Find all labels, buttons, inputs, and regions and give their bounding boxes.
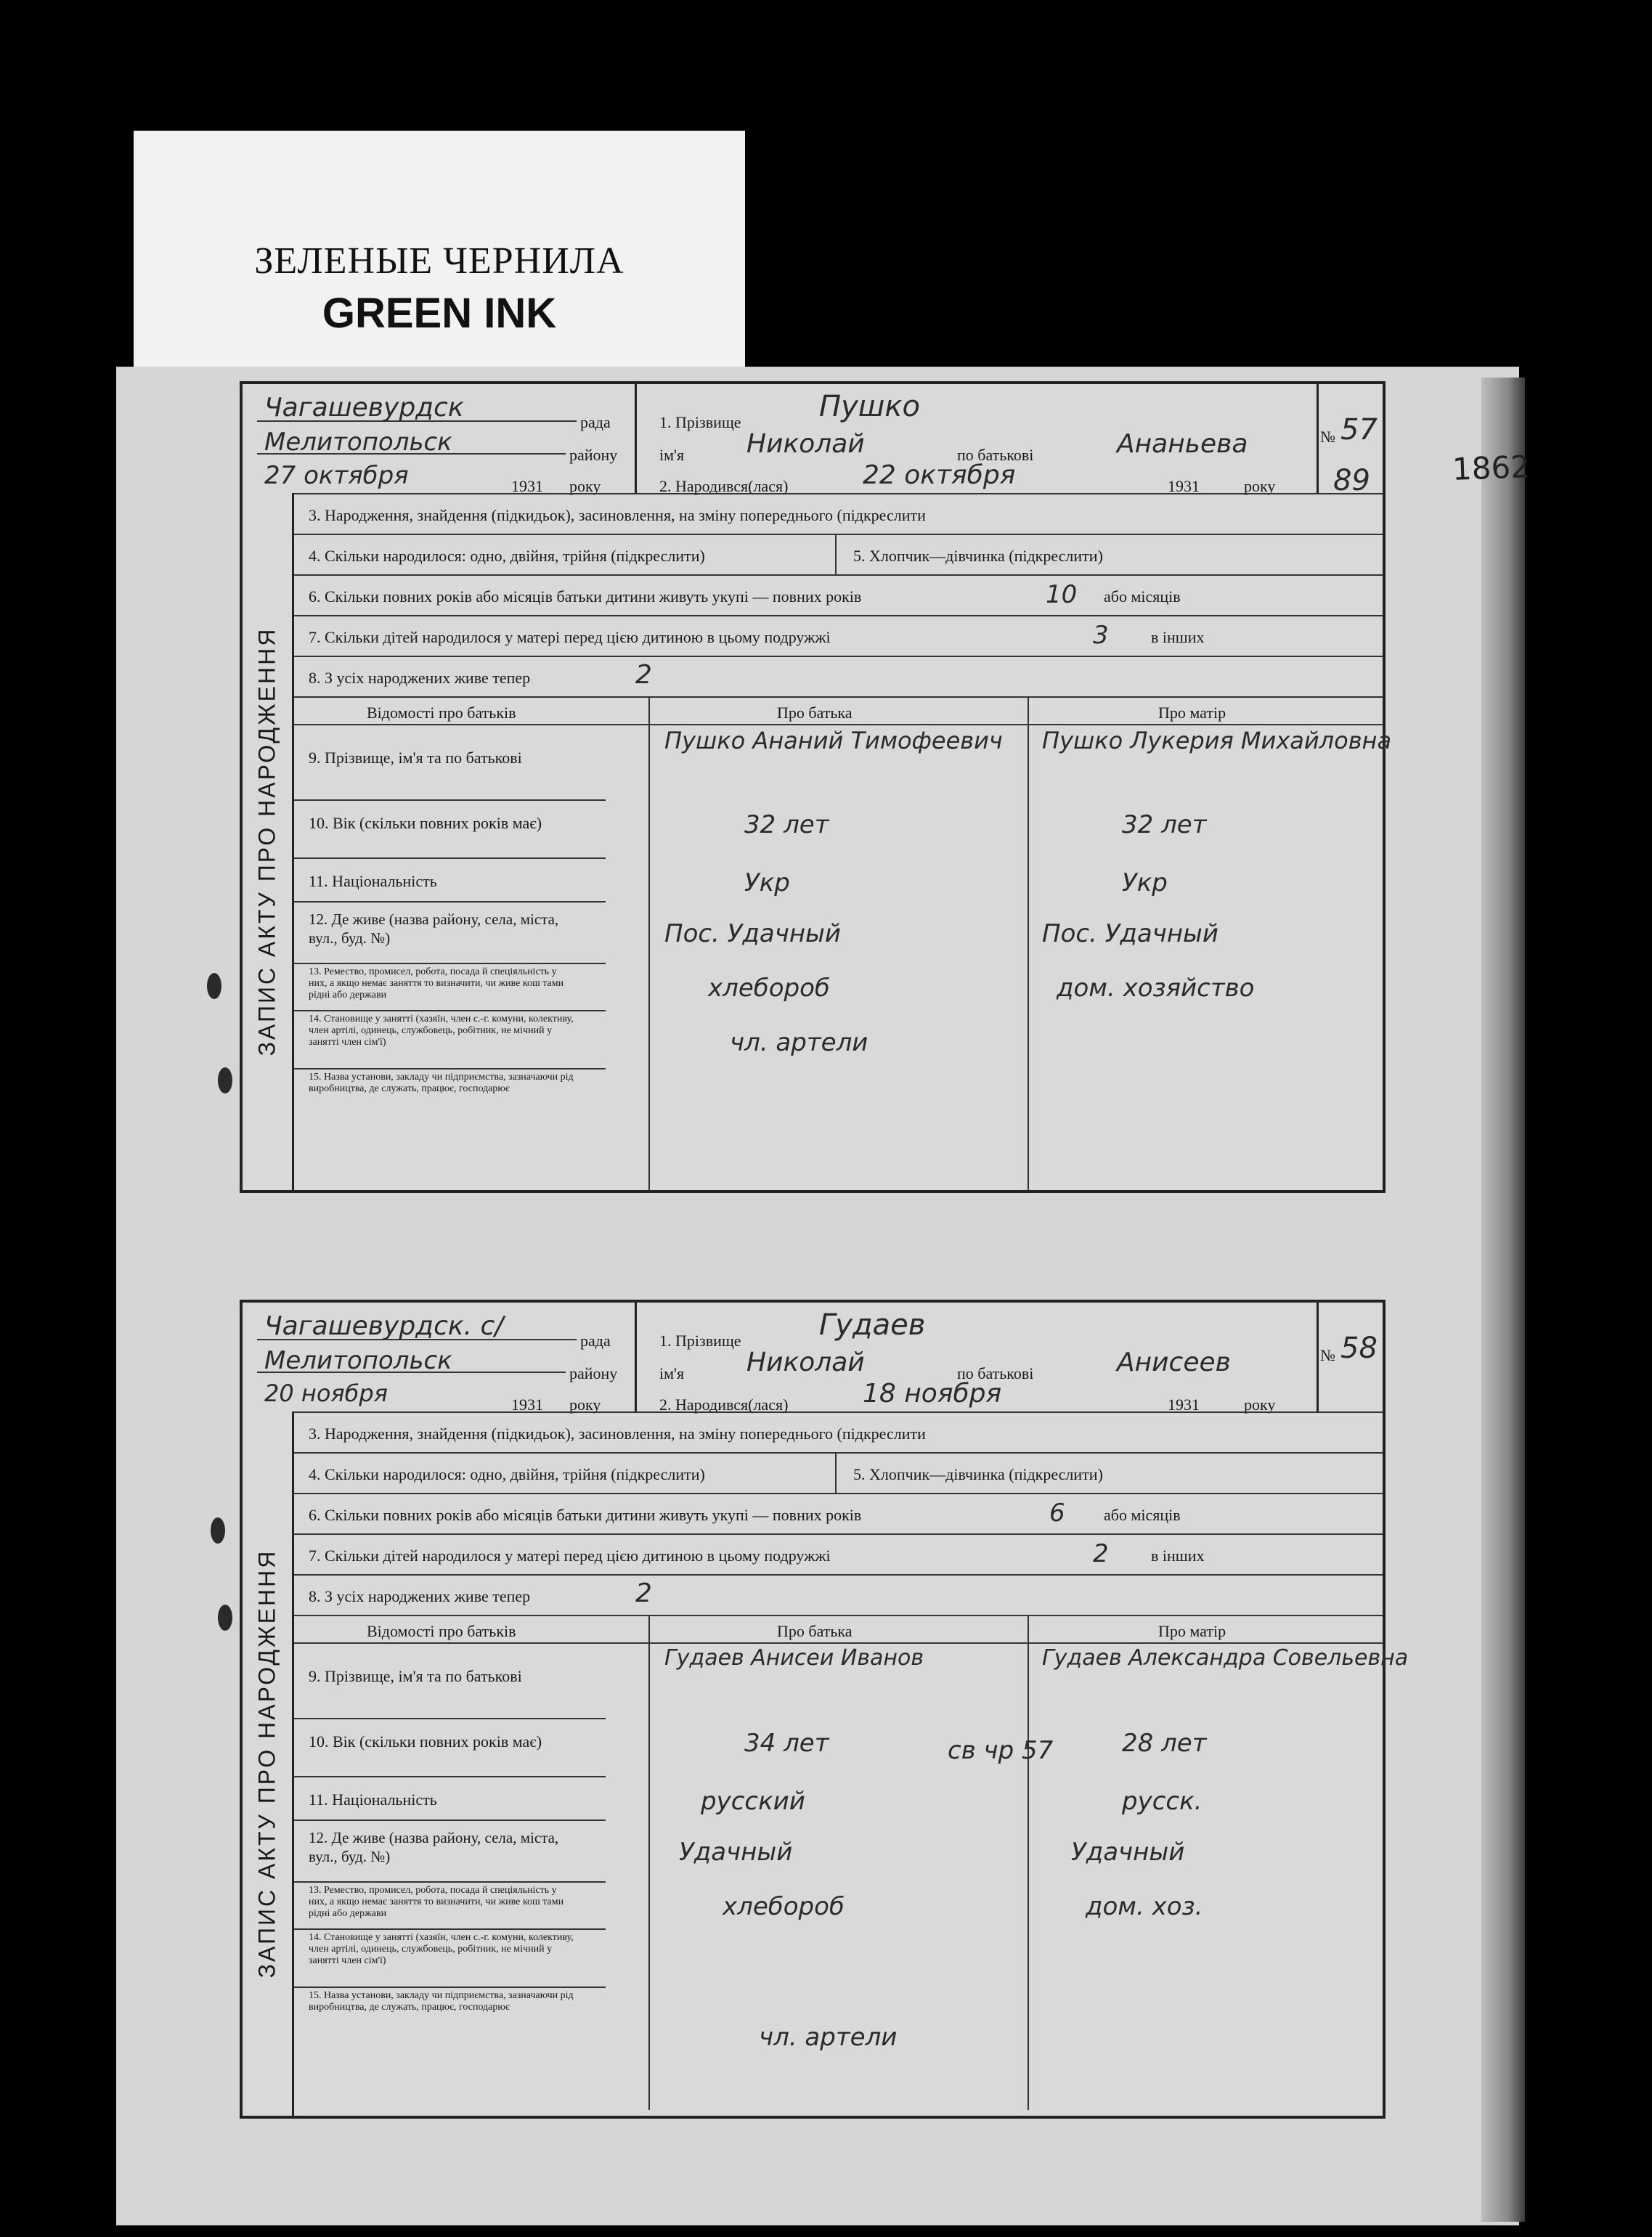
row-4-text: 4. Скільки народилося: одно, двійня, трійня (підкреслити) xyxy=(309,1465,705,1483)
father-name: Гудаев Анисеи Иванов xyxy=(664,1645,924,1671)
row-3-text: 3. Народження, знайдення (підкидьок), засиновлення, на зміну попереднього (підкреслити xyxy=(309,1425,926,1443)
label-number: № xyxy=(1320,428,1335,446)
district-name: Мелитопольск xyxy=(264,1346,452,1375)
row-7-text: 7. Скільки дітей народилося у матері перед цією дитиною в цьому подружжі xyxy=(309,628,831,646)
label-surname: 1. Прізвище xyxy=(659,413,741,431)
record-header-mid xyxy=(638,1303,1319,1414)
label-year: 1931 xyxy=(1168,477,1200,495)
binding-hole xyxy=(207,973,221,999)
row-9-text: 9. Прізвище, ім'я та по батькові xyxy=(309,1667,522,1685)
mother-nationality: русск. xyxy=(1122,1787,1203,1816)
row-6-text: 6. Скільки повних років або місяців батьки дитини живуть укупі — повних років xyxy=(309,587,862,606)
col-info: Відомості про батьків xyxy=(367,704,516,722)
row-8-text: 8. З усіх народжених живе тепер xyxy=(309,669,531,687)
row-5-text: 5. Хлопчик—дівчинка (підкреслити) xyxy=(853,1465,1103,1483)
child-patronymic: Анисеев xyxy=(1117,1348,1231,1377)
child-patronymic: Ананьева xyxy=(1117,429,1248,459)
children-before: 2 xyxy=(1093,1539,1109,1568)
row-6b-text: або місяців xyxy=(1104,587,1181,606)
father-workplace: чл. артели xyxy=(759,2023,898,2052)
council-name: Чагашевурдск xyxy=(264,393,464,423)
row-4-text: 4. Скільки народилося: одно, двійня, трійня (підкреслити) xyxy=(309,547,705,565)
row-10-text: 10. Вік (скільки повних років має) xyxy=(309,1732,542,1751)
children-before: 3 xyxy=(1093,621,1109,650)
side-title xyxy=(243,1411,294,2116)
col-father: Про батька xyxy=(777,704,853,722)
parents-table xyxy=(294,1615,1409,2110)
record-number: 57 xyxy=(1340,413,1378,447)
father-name: Пушко Ананий Тимофеевич xyxy=(664,727,1003,754)
child-name: Николай xyxy=(746,429,865,459)
birth-date: 22 октября xyxy=(863,460,1016,490)
label-roku: року xyxy=(569,1395,601,1414)
father-nationality: русский xyxy=(701,1787,805,1816)
label-raion: району xyxy=(569,446,618,464)
row-8-text: 8. З усіх народжених живе тепер xyxy=(309,1587,531,1605)
record-number: 58 xyxy=(1340,1332,1378,1365)
row-3 xyxy=(294,493,1383,535)
binding-hole xyxy=(218,1067,232,1093)
row-5-text: 5. Хлопчик—дівчинка (підкреслити) xyxy=(853,547,1103,565)
label-patronymic: по батькові xyxy=(957,1364,1034,1382)
row-14-text: 14. Становище у занятті (хазяїн, член с.-г. комуни, колективу, член артілі, одинець, службовець, робітник, не мічний у занятті член сім'ї) xyxy=(309,1932,574,1966)
mother-address: Удачный xyxy=(1071,1838,1185,1867)
page-edge xyxy=(1481,378,1525,2222)
row-7 xyxy=(294,1533,1383,1576)
label-rada: рада xyxy=(580,413,611,431)
row-8 xyxy=(294,1574,1383,1616)
row-13-text: 13. Ремество, промисел, робота, посада й спеціяльність у них, а якщо немає заняття то визначити, чи живе кош тами рідні або держави xyxy=(309,1885,564,1919)
label-roku: року xyxy=(1244,477,1276,495)
label-raion: району xyxy=(569,1364,618,1382)
mother-nationality: Укр xyxy=(1122,868,1168,897)
mother-age: 32 лет xyxy=(1122,810,1207,839)
child-surname: Пушко xyxy=(819,390,920,423)
row-11-text: 11. Національність xyxy=(309,1790,437,1809)
father-nationality: Укр xyxy=(744,868,790,897)
green-ink-label xyxy=(134,131,745,372)
label-patronymic: по батькові xyxy=(957,446,1034,464)
record-header-mid xyxy=(638,384,1319,493)
row-14-text: 14. Становище у занятті (хазяїн, член с.-г. комуни, колективу, член артілі, одинець, службовець, робітник, не мічний у занятті член сім'ї) xyxy=(309,1014,574,1048)
label-year: 1931 xyxy=(511,1395,543,1414)
row-15-text: 15. Назва установи, закладу чи підприємства, зазначаючи рід виробництва, де служать, працює, господарює xyxy=(309,1990,574,2013)
father-occupation: хлебороб xyxy=(708,974,830,1003)
margin-note: св чр 57 xyxy=(948,1736,1054,1765)
father-address: Пос. Удачный xyxy=(664,919,841,948)
record-header-left xyxy=(243,1303,637,1414)
record-number-box xyxy=(1319,1303,1384,1411)
col-father: Про батька xyxy=(777,1622,853,1640)
label-roku: року xyxy=(1244,1395,1276,1414)
child-name: Николай xyxy=(746,1348,865,1377)
father-age: 32 лет xyxy=(744,810,829,839)
row-3-text: 3. Народження, знайдення (підкидьок), засиновлення, на зміну попереднього (підкреслити xyxy=(309,506,926,524)
father-address: Удачный xyxy=(679,1838,793,1867)
label-roku: року xyxy=(569,477,601,495)
row-10-text: 10. Вік (скільки повних років має) xyxy=(309,814,542,832)
row-4-5 xyxy=(294,534,1383,576)
label-surname: 1. Прізвище xyxy=(659,1332,741,1350)
father-occupation: хлебороб xyxy=(723,1892,845,1921)
living-children: 2 xyxy=(635,1578,652,1608)
birth-record-2 xyxy=(240,1300,1409,2119)
label-number: № xyxy=(1320,1346,1335,1364)
row-13-text: 13. Ремество, промисел, робота, посада й спеціяльність у них, а якщо немає заняття то визначити, чи живе кош тами рідні або держави xyxy=(309,966,564,1001)
side-title xyxy=(243,493,294,1190)
record-header-left xyxy=(243,384,637,493)
row-4-5 xyxy=(294,1452,1383,1494)
label-name: ім'я xyxy=(659,446,685,464)
record-number-2: 89 xyxy=(1333,464,1370,497)
corner-note: 1862 xyxy=(1452,449,1531,487)
row-6-text: 6. Скільки повних років або місяців батьки дитини живуть укупі — повних років xyxy=(309,1506,862,1524)
mother-occupation: дом. хозяйство xyxy=(1057,974,1255,1003)
father-workplace: чл. артели xyxy=(730,1028,868,1057)
col-mother: Про матір xyxy=(1158,1622,1226,1640)
label-born: 2. Народився(лася) xyxy=(659,477,789,495)
registration-date: 20 ноября xyxy=(264,1380,388,1407)
record-number-box xyxy=(1319,384,1384,497)
label-en: GREEN INK xyxy=(322,290,557,337)
row-9-text: 9. Прізвище, ім'я та по батькові xyxy=(309,749,522,767)
birth-date: 18 ноября xyxy=(863,1379,1002,1409)
row-8 xyxy=(294,656,1383,698)
binding-hole xyxy=(218,1605,232,1631)
registration-date: 27 октября xyxy=(264,461,409,490)
years-together: 6 xyxy=(1049,1499,1065,1528)
row-7b-text: в інших xyxy=(1151,1547,1205,1565)
label-born: 2. Народився(лася) xyxy=(659,1395,789,1414)
row-11-text: 11. Національність xyxy=(309,872,437,890)
side-title-text: ЗАПИС АКТУ ПРО НАРОДЖЕННЯ xyxy=(253,1549,280,1979)
father-age: 34 лет xyxy=(744,1729,829,1758)
col-mother: Про матір xyxy=(1158,704,1226,722)
record-rows xyxy=(294,1411,1409,2116)
label-year: 1931 xyxy=(511,477,543,495)
mother-name: Пушко Лукерия Михайловна xyxy=(1042,727,1392,754)
row-15-text: 15. Назва установи, закладу чи підприємства, зазначаючи рід виробництва, де служать, працює, господарює xyxy=(309,1072,574,1094)
parents-table xyxy=(294,696,1392,1191)
binding-hole xyxy=(211,1517,225,1544)
district-name: Мелитопольск xyxy=(264,428,452,457)
row-7-text: 7. Скільки дітей народилося у матері перед цією дитиною в цьому подружжі xyxy=(309,1547,831,1565)
row-12-text: 12. Де живе (назва району, села, міста, вул., буд. №) xyxy=(309,1829,559,1865)
label-year: 1931 xyxy=(1168,1395,1200,1414)
council-name: Чагашевурдск. с/ xyxy=(264,1311,504,1341)
label-ru: ЗЕЛЕНЫЕ ЧЕРНИЛА xyxy=(254,240,624,282)
label-name: ім'я xyxy=(659,1364,685,1382)
record-rows xyxy=(294,493,1392,1190)
mother-occupation: дом. хоз. xyxy=(1086,1892,1203,1921)
row-6b-text: або місяців xyxy=(1104,1506,1181,1524)
row-6 xyxy=(294,574,1383,616)
col-info: Відомості про батьків xyxy=(367,1622,516,1640)
row-6 xyxy=(294,1493,1383,1535)
living-children: 2 xyxy=(635,660,652,690)
mother-age: 28 лет xyxy=(1122,1729,1207,1758)
mother-address: Пос. Удачный xyxy=(1042,919,1218,948)
row-7b-text: в інших xyxy=(1151,628,1205,646)
row-7 xyxy=(294,615,1383,657)
years-together: 10 xyxy=(1046,580,1078,609)
row-3 xyxy=(294,1411,1383,1454)
label-rada: рада xyxy=(580,1332,611,1350)
mother-name: Гудаев Александра Совельевна xyxy=(1042,1645,1409,1671)
child-surname: Гудаев xyxy=(819,1308,926,1342)
row-12-text: 12. Де живе (назва району, села, міста, вул., буд. №) xyxy=(309,910,559,947)
side-title-text: ЗАПИС АКТУ ПРО НАРОДЖЕННЯ xyxy=(253,627,280,1056)
birth-record-1 xyxy=(240,381,1392,1193)
